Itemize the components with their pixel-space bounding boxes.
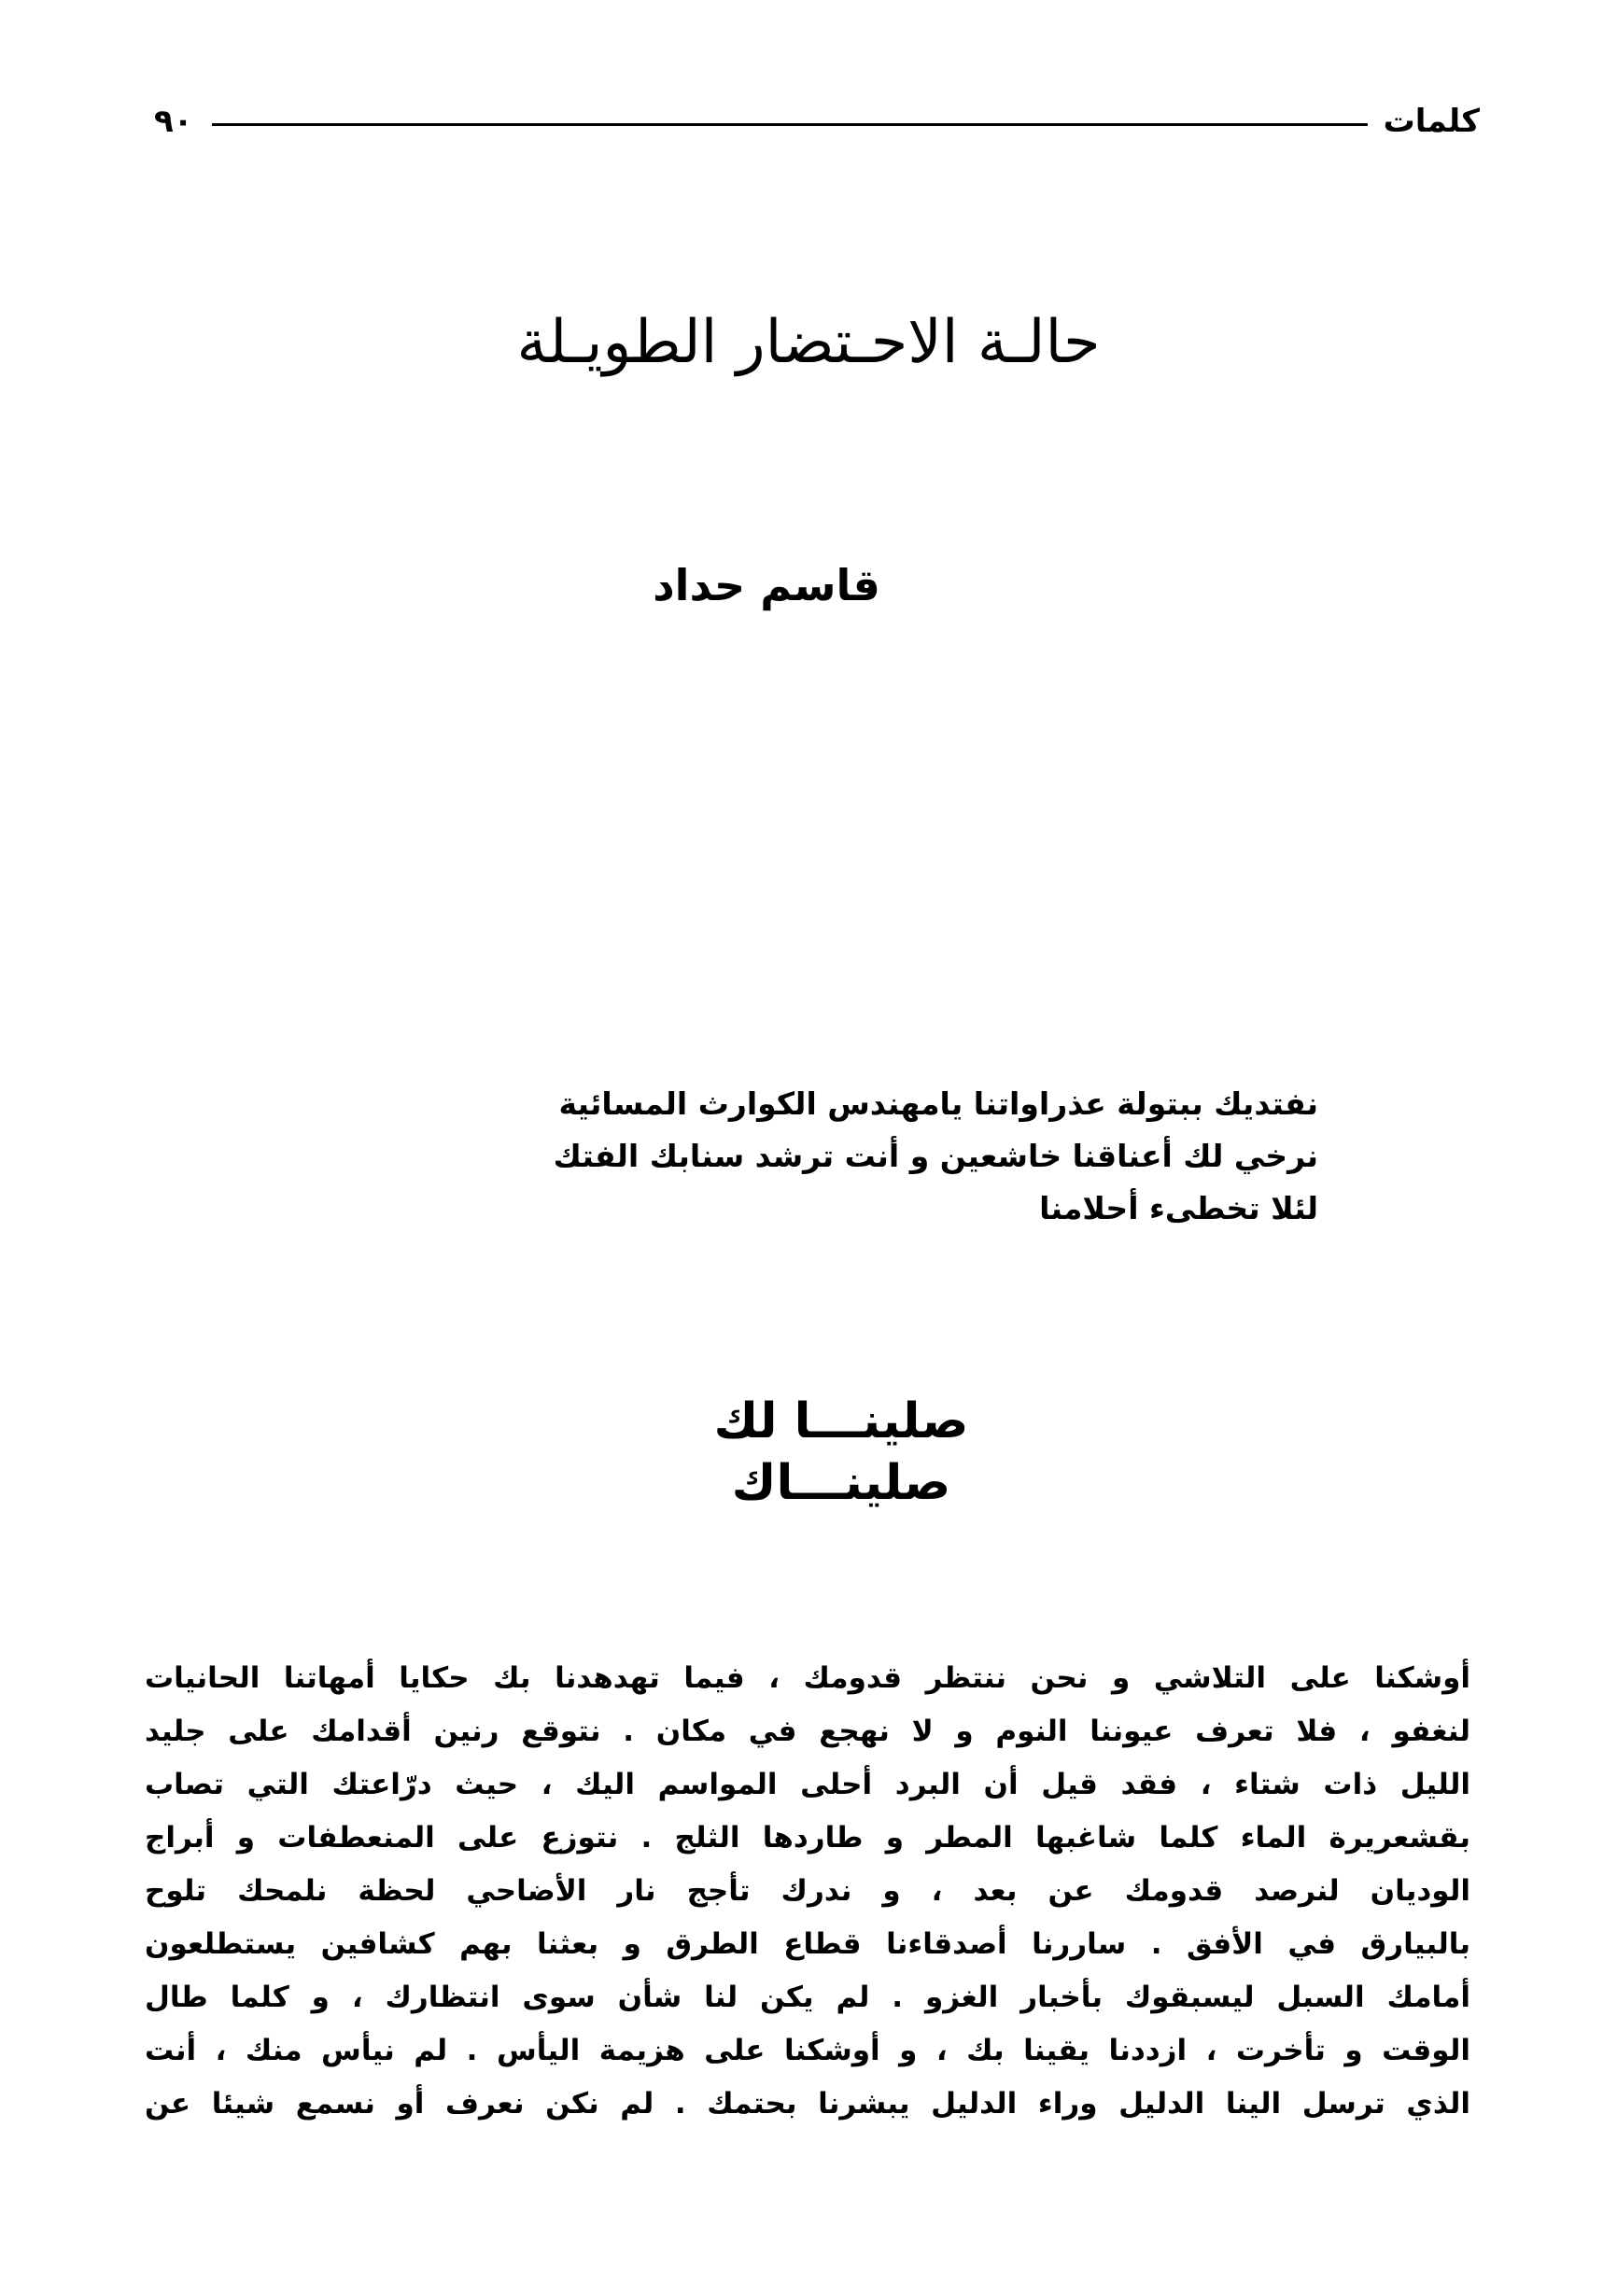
refrain [0,1391,1617,1514]
body-line: أوشكنا على التلاشي و نحن ننتظر قدومك ، فيما تهدهدنا بك حكايا أمهاتنا الحانيات [145,1661,1470,1695]
header-section-title: كلمات [1383,103,1480,140]
body-paragraph [145,1652,1470,2131]
poem-title: حالـة الاحـتضار الطويـلة [516,308,1101,377]
page-number: ٩٠ [154,103,193,140]
refrain-line: صلينـــاك [731,1455,951,1511]
body-line: الوقت و تأخرت ، ازددنا يقينا بك ، و أوشكنا على هزيمة اليأس . لم نيأس منك ، أنت [145,2034,1470,2067]
body-line: بقشعريرة الماء كلما شاغبها المطر و طاردها الثلج . نتوزع على المنعطفات و أبراج [145,1821,1470,1855]
epigraph-line: لئلا تخطىء أحلامنا [1039,1190,1318,1226]
body-line: الوديان لنرصد قدومك عن بعد ، و ندرك تأجج نار الأضاحي لحظة نلمحك تلوح [145,1874,1470,1908]
body-line: لنغفو ، فلا تعرف عيوننا النوم و لا نهجع في مكان . نتوقع رنين أقدامك على جليد [145,1715,1470,1748]
body-line: بالبيارق في الأفق . ساررنا أصدقاءنا قطاع الطرق و بعثنا بهم كشافين يستطلعون [145,1927,1470,1961]
running-header [154,93,1480,149]
body-line: أمامك السبل ليسبقوك بأخبار الغزو . لم يكن لنا شأن سوى انتظارك ، و كلما طال [145,1981,1470,2014]
epigraph-line: نرخي لك أعناقنا خاشعين و أنت ترشد سنابك الفتك [553,1138,1318,1174]
epigraph-line: نفتديك ببتولة عذراواتنا يامهندس الكوارث المسائية [558,1085,1318,1122]
epigraph [497,1078,1318,1235]
author-name: قاسم حداد [653,560,880,610]
refrain-line: صلينـــا لك [713,1393,969,1449]
header-rule [212,123,1368,126]
body-line: الليل ذات شتاء ، فقد قيل أن البرد أحلى المواسم اليك ، حيث درّاعتك التي تصاب [145,1768,1470,1801]
body-line: الذي ترسل الينا الدليل وراء الدليل يبشرنا بحتمك . لم نكن نعرف أو نسمع شيئا عن [145,2087,1470,2121]
